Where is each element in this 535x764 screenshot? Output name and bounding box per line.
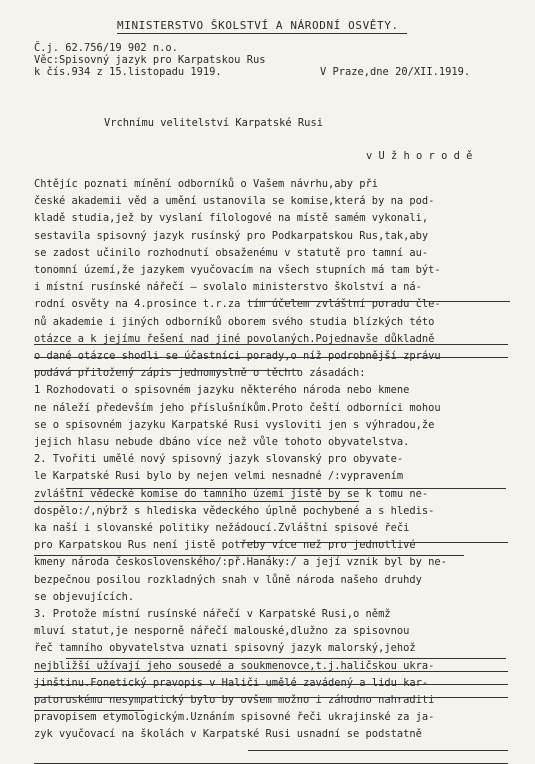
body-line: 3. Protože místní rusínské nářečí v Karpatské Rusi,o němž — [34, 608, 391, 620]
body-line: zyk vyučovací na školách v Karpatské Rusi usnadní se podstatně — [34, 728, 422, 741]
body-line: dospělo:/,nýbrž s hlediska vědeckého úplně pochybené a s hledis- — [34, 504, 435, 517]
underline — [34, 370, 299, 371]
body-line: 2. Tvořiti umělé nový spisovný jazyk slovanský pro obyvate- — [34, 453, 404, 466]
body-line: české akademii věd a umění ustanovila se komise,která by na pod- — [34, 195, 435, 208]
body-line: mluví statut,je nesporně nářečí malouské,dlužno za spisovnou — [34, 625, 410, 638]
body-line: jinštinu.Fonetický pravopis v Haliči umělé zavádený a lidu kar- — [34, 676, 429, 689]
reply-reference: k čís.934 z 15.listopadu 1919. — [34, 66, 222, 78]
underline — [34, 684, 508, 685]
body-line: nů akademie i jiných odborníků oborem svého studia blízkých této — [34, 315, 435, 328]
body-line: tonomní území,že jazykem vyučovacím na všech stupních má tam být- — [34, 264, 441, 276]
underline — [34, 501, 359, 502]
body-line: se objevujících. — [34, 590, 135, 603]
body-line: i místní rusínské nářečí – svolalo ministerstvo školství a ná- — [34, 281, 422, 294]
body-line: patoruskému nesympatický bylo by ovšem možno i záhodno nahraditi — [34, 694, 435, 706]
underline — [34, 671, 508, 672]
body-line: sestavila spisovný jazyk rusínský pro Podkarpatskou Rus,tak,aby — [34, 229, 429, 242]
body-line: ne náleží především jeho příslušníkům.Proto čeští odborníci mohou — [34, 401, 441, 414]
underline — [34, 357, 508, 358]
body-line: Chtějíc poznati mínění odborníků o Vašem návrhu,aby při — [34, 178, 379, 190]
ministry-heading: MINISTERSTVO ŠKOLSTVÍ A NÁRODNÍ OSVĚTY. — [117, 19, 399, 32]
underline — [66, 488, 506, 489]
reference-number: Č.j. 62.756/19 902 n.o. — [34, 42, 178, 54]
body-line: rodní osvěty na 4.prosince t.r.za tím účelem zvláštní poradu čle- — [34, 298, 441, 311]
body-line: řeč tamního obyvatelstva uznati spisovný jazyk malorský,jehož — [34, 642, 416, 655]
body-line: ka naší i slovanské politiky nežádoucí.Zvláštní spisové řeči — [34, 522, 410, 534]
body-line: se zadost učinilo rozhodnutí obsaženému v statutě pro tamní au- — [34, 246, 429, 259]
subject-line: Věc:Spisovný jazyk pro Karpatskou Rus — [34, 54, 266, 66]
body-line: nejbližší užívají jeho sousedé a soukmenovce,t.j.haličskou ukra- — [34, 659, 435, 672]
body-line: pravopisem etymologickým.Uznáním spisovné řeči ukrajinské za ja- — [34, 711, 435, 724]
body-line: pro Karpatskou Rus není jistě potřeby více než pro jednotlivé — [34, 539, 416, 552]
underline — [248, 301, 510, 302]
underline — [240, 542, 508, 543]
body-line: otázce a k jejímu řešení nad jiné povolaných.Pojednavše důkladně — [34, 332, 435, 345]
body-line: le Karpatské Rusi bylo by nejen velmi nesnadné /:vypravením — [34, 470, 404, 483]
underline — [34, 697, 508, 698]
body-line: zvláštní vědecké komise do tamního území jistě by se k tomu ne- — [34, 487, 429, 500]
body-line: podává přiložený zápis jednomyslně o těchto zásadách: — [34, 367, 366, 380]
underline — [248, 750, 508, 751]
place-date: V Praze,dne 20/XII.1919. — [320, 66, 471, 78]
body-line: 1 Rozhodovati o spisovném jazyku některého národa nebo kmene — [34, 384, 410, 397]
underline — [66, 658, 506, 659]
body-line: o dané otázce shodli se účastníci porady,o níž podrobnější zprávu — [34, 350, 441, 362]
addressee-city: v U ž h o r o d ě — [366, 150, 473, 162]
addressee-name: Vrchnímu velitelství Karpatské Rusi — [104, 117, 323, 129]
body-line: kmeny národa československého/:př.Hanáky:/ a její vznik byl by ne- — [34, 556, 447, 569]
body-line: jejich hlasu nebude dbáno více než vůle tohoto obyvatelstva. — [34, 436, 410, 448]
body-line: se o spisovném jazyku Karpatské Rusi vysloviti jen s výhradou,že — [34, 418, 435, 431]
body-line: bezpečnou posilou rozkladných snah v lůně národa našeho druhdy — [34, 573, 422, 586]
underline — [34, 555, 464, 556]
underline — [34, 710, 144, 711]
body-line: kladě studia,jež by vyslaní filologové na místě samém vykonali, — [34, 212, 429, 225]
ministry-underline — [117, 33, 407, 34]
underline — [34, 344, 508, 345]
